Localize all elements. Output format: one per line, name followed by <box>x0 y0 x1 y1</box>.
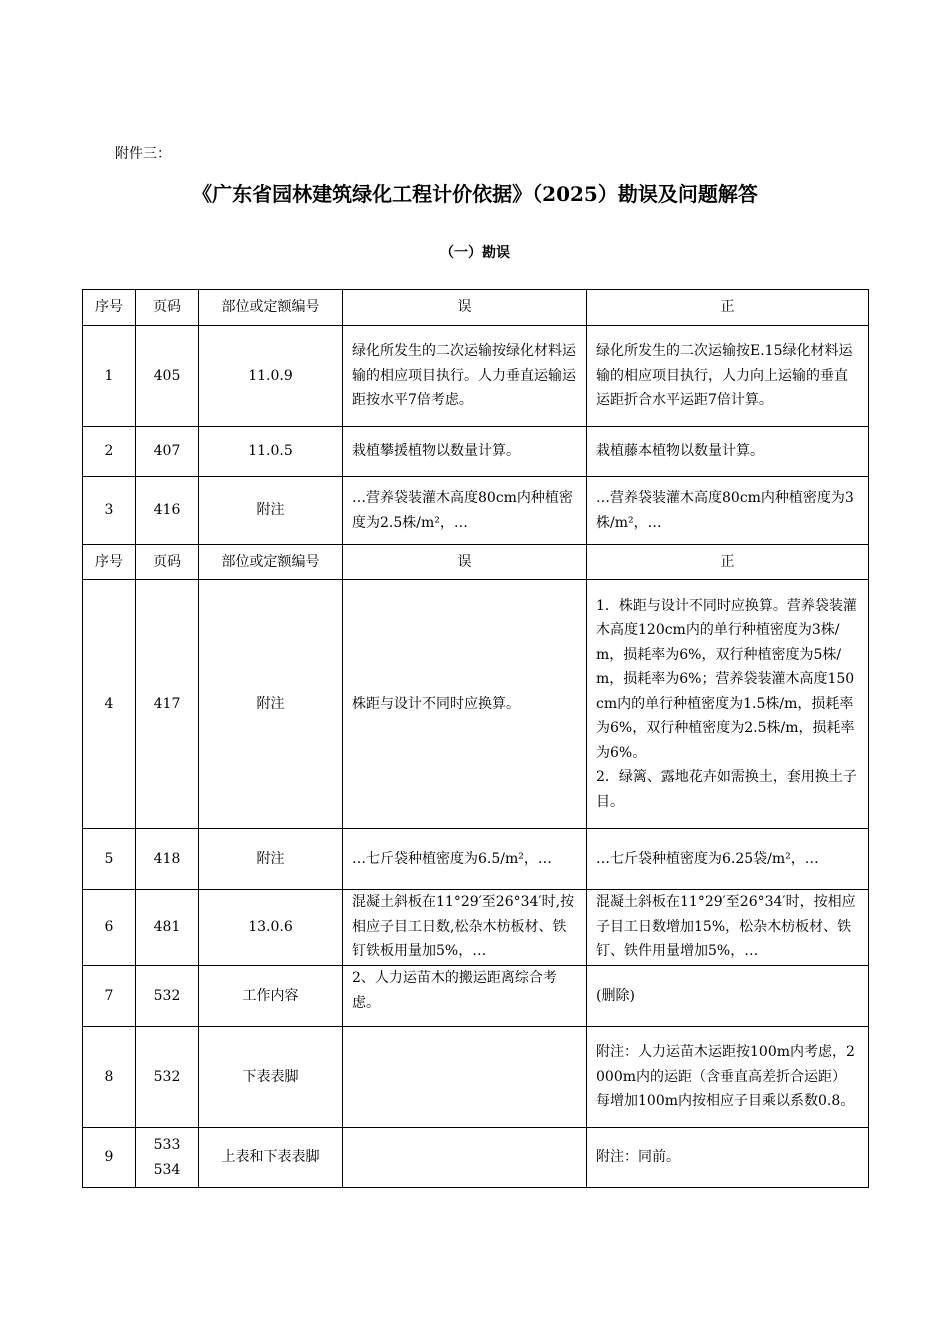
table-row <box>83 1128 869 1188</box>
cell-part: 上表和下表表脚 <box>199 1128 343 1188</box>
header-cell-right: 正 <box>587 290 869 326</box>
cell-part: 11.0.9 <box>199 326 343 427</box>
cell-wrong: 2、人力运苗木的搬运距离综合考虑。 <box>343 966 587 1027</box>
cell-part: 附注 <box>199 580 343 829</box>
cell-right: 附注：同前。 <box>587 1128 869 1188</box>
cell-wrong: 栽植攀援植物以数量计算。 <box>343 427 587 477</box>
cell-no: 2 <box>83 427 136 477</box>
cell-page: 416 <box>136 477 199 545</box>
header-cell-page: 页码 <box>136 290 199 326</box>
cell-wrong <box>343 1027 587 1128</box>
table-row <box>83 890 869 966</box>
header-cell-part: 部位或定额编号 <box>199 545 343 580</box>
cell-right: 附注：人力运苗木运距按100m内考虑，2000m内的运距（含垂直高差折合运距）每增加100m内按相应子目乘以系数0.8。 <box>587 1027 869 1128</box>
attachment-label: 附件三： <box>115 146 171 162</box>
header-cell-wrong: 误 <box>343 290 587 326</box>
header-cell-no: 序号 <box>83 290 136 326</box>
cell-no: 6 <box>83 890 136 966</box>
cell-wrong: …营养袋装灌木高度80cm内种植密度为2.5株/m²，… <box>343 477 587 545</box>
cell-no: 3 <box>83 477 136 545</box>
cell-no: 5 <box>83 829 136 890</box>
cell-page: 532 <box>136 1027 199 1128</box>
cell-page: 407 <box>136 427 199 477</box>
cell-wrong: 绿化所发生的二次运输按绿化材料运输的相应项目执行。人力垂直运输运距按水平7倍考虑。 <box>343 326 587 427</box>
table-row <box>83 829 869 890</box>
cell-right: …营养袋装灌木高度80cm内种植密度为3株/m²，… <box>587 477 869 545</box>
errata-table <box>82 289 869 1188</box>
header-cell-right: 正 <box>587 545 869 580</box>
cell-right: 栽植藤本植物以数量计算。 <box>587 427 869 477</box>
cell-no: 8 <box>83 1027 136 1128</box>
cell-right: …七斤袋种植密度为6.25袋/m²，… <box>587 829 869 890</box>
table-row <box>83 966 869 1027</box>
cell-right: 混凝土斜板在11°29′至26°34′时，按相应子目工日数增加15%，松杂木枋板材、铁钉、铁件用量增加5%，… <box>587 890 869 966</box>
cell-part: 附注 <box>199 829 343 890</box>
table-row <box>83 580 869 829</box>
table-header-row-repeat <box>83 545 869 580</box>
cell-wrong <box>343 1128 587 1188</box>
cell-page: 481 <box>136 890 199 966</box>
cell-right: (删除) <box>587 966 869 1027</box>
section-title: （一）勘误 <box>440 245 510 261</box>
header-cell-page: 页码 <box>136 545 199 580</box>
table-row <box>83 326 869 427</box>
cell-part: 下表表脚 <box>199 1027 343 1128</box>
cell-page: 533 534 <box>136 1128 199 1188</box>
table-row <box>83 1027 869 1128</box>
document-title: 《广东省园林建筑绿化工程计价依据》（2025）勘误及问题解答 <box>192 182 758 206</box>
cell-no: 1 <box>83 326 136 427</box>
cell-page: 418 <box>136 829 199 890</box>
cell-part: 工作内容 <box>199 966 343 1027</box>
header-cell-part: 部位或定额编号 <box>199 290 343 326</box>
cell-part: 13.0.6 <box>199 890 343 966</box>
cell-right: 绿化所发生的二次运输按E.15绿化材料运输的相应项目执行，人力向上运输的垂直运距折合水平运距7倍计算。 <box>587 326 869 427</box>
cell-no: 9 <box>83 1128 136 1188</box>
cell-part: 附注 <box>199 477 343 545</box>
cell-right: 1．株距与设计不同时应换算。营养袋装灌木高度120cm内的单行种植密度为3株/m，损耗率为6%，双行种植密度为5株/m，损耗率为6%；营养袋装灌木高度150cm内的单行种植密度为1.5株/m，损耗率为6%，双行种植密度为2.5株/m，损耗率为6%。 2．绿篱、露地花卉如需换土，套用换土子目。 <box>587 580 869 829</box>
cell-no: 4 <box>83 580 136 829</box>
cell-wrong: 混凝土斜板在11°29′至26°34′时,按相应子目工日数,松杂木枋板材、铁钉铁板用量加5%，… <box>343 890 587 966</box>
cell-page: 417 <box>136 580 199 829</box>
table-header-row <box>83 290 869 326</box>
cell-part: 11.0.5 <box>199 427 343 477</box>
cell-page: 405 <box>136 326 199 427</box>
table-row <box>83 477 869 545</box>
header-cell-no: 序号 <box>83 545 136 580</box>
table-row <box>83 427 869 477</box>
header-cell-wrong: 误 <box>343 545 587 580</box>
cell-wrong: …七斤袋种植密度为6.5/m²，… <box>343 829 587 890</box>
cell-no: 7 <box>83 966 136 1027</box>
cell-wrong: 株距与设计不同时应换算。 <box>343 580 587 829</box>
cell-page: 532 <box>136 966 199 1027</box>
